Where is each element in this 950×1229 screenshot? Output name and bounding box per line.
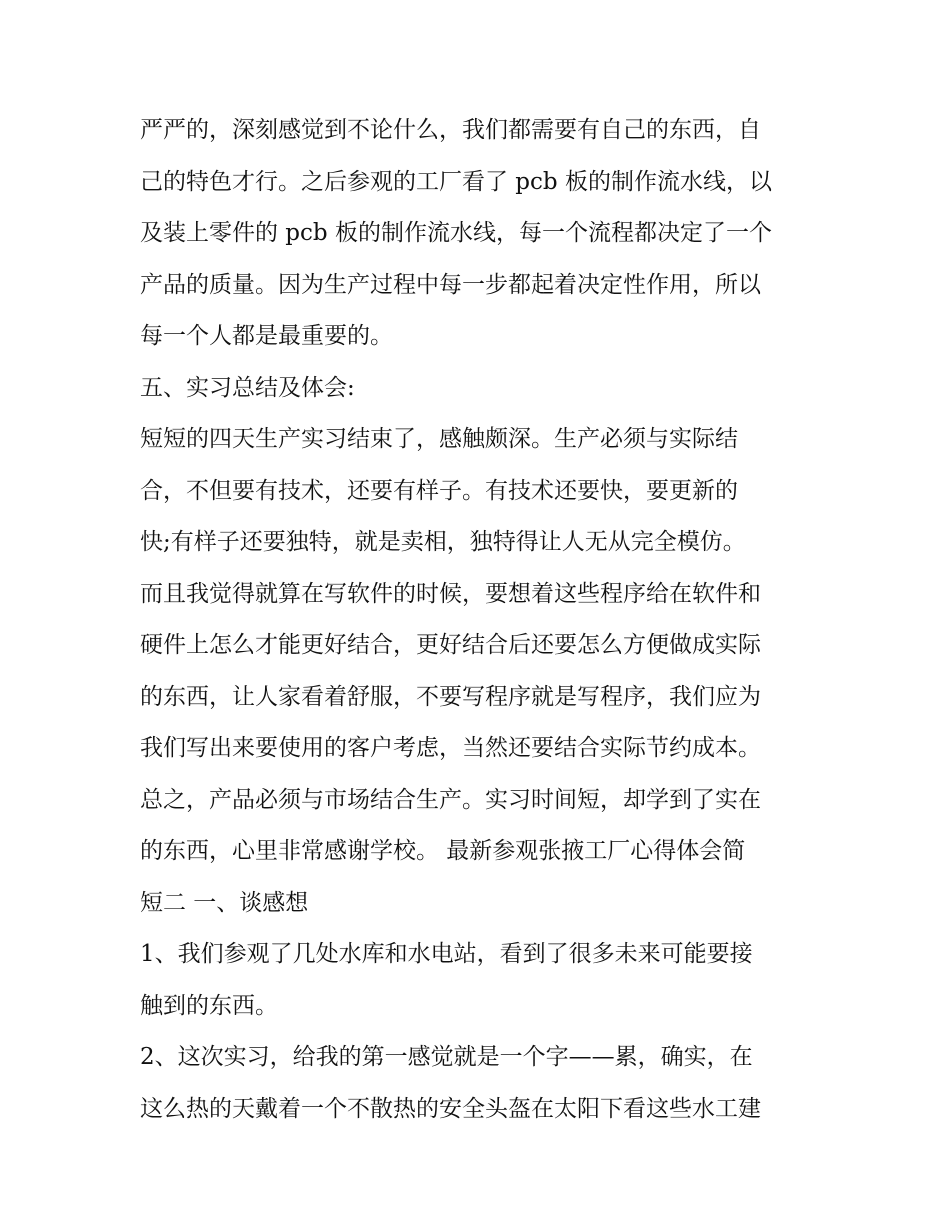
text-line-18: 触到的东西。 [140, 992, 278, 1019]
text-line-13: 我们写出来要使用的客户考虑，当然还要结合实际节约成本。 [140, 735, 761, 761]
text-line-14: 总之，产品必须与市场结合生产。实习时间短，却学到了实在 [140, 786, 761, 813]
text-line-1: 严严的，深刻感觉到不论什么，我们都需要有自己的东西，自 [140, 117, 761, 143]
text-line-19: 2、这次实习，给我的第一感觉就是一个字——累，确实，在 [140, 1044, 753, 1070]
text-line-20: 这么热的天戴着一个不散热的安全头盔在太阳下看这些水工建 [140, 1095, 761, 1122]
text-line-11: 硬件上怎么才能更好结合，更好结合后还要怎么方便做成实际 [140, 632, 761, 658]
text-line-10: 而且我觉得就算在写软件的时候，要想着这些程序给在软件和 [140, 580, 761, 607]
text-line-4: 产品的质量。因为生产过程中每一步都起着决定性作用，所以 [140, 271, 761, 298]
text-line-9: 快;有样子还要独特，就是卖相，独特得让人无从完全模仿。 [140, 529, 746, 555]
section-heading: 五、实习总结及体会: [140, 374, 355, 401]
text-line-17: 1、我们参观了几处水库和水电站，看到了很多未来可能要接 [140, 941, 753, 967]
text-line-5: 每一个人都是最重要的。 [140, 323, 393, 349]
text-line-2: 己的特色才行。之后参观的工厂看了 pcb 板的制作流水线，以 [140, 168, 772, 195]
text-line-16: 短二 一、谈感想 [140, 889, 309, 916]
body-text [140, 105, 820, 1135]
text-line-7: 短短的四天生产实习结束了，感触颇深。生产必须与实际结 [140, 426, 738, 452]
text-line-15: 的东西，心里非常感谢学校。 最新参观张掖工厂心得体会简 [140, 838, 746, 864]
text-line-12: 的东西，让人家看着舒服，不要写程序就是写程序，我们应为 [140, 683, 761, 710]
text-line-8: 合，不但要有技术，还要有样子。有技术还要快，要更新的 [140, 477, 738, 504]
text-line-3: 及装上零件的 pcb 板的制作流水线，每一个流程都决定了一个 [140, 220, 772, 246]
